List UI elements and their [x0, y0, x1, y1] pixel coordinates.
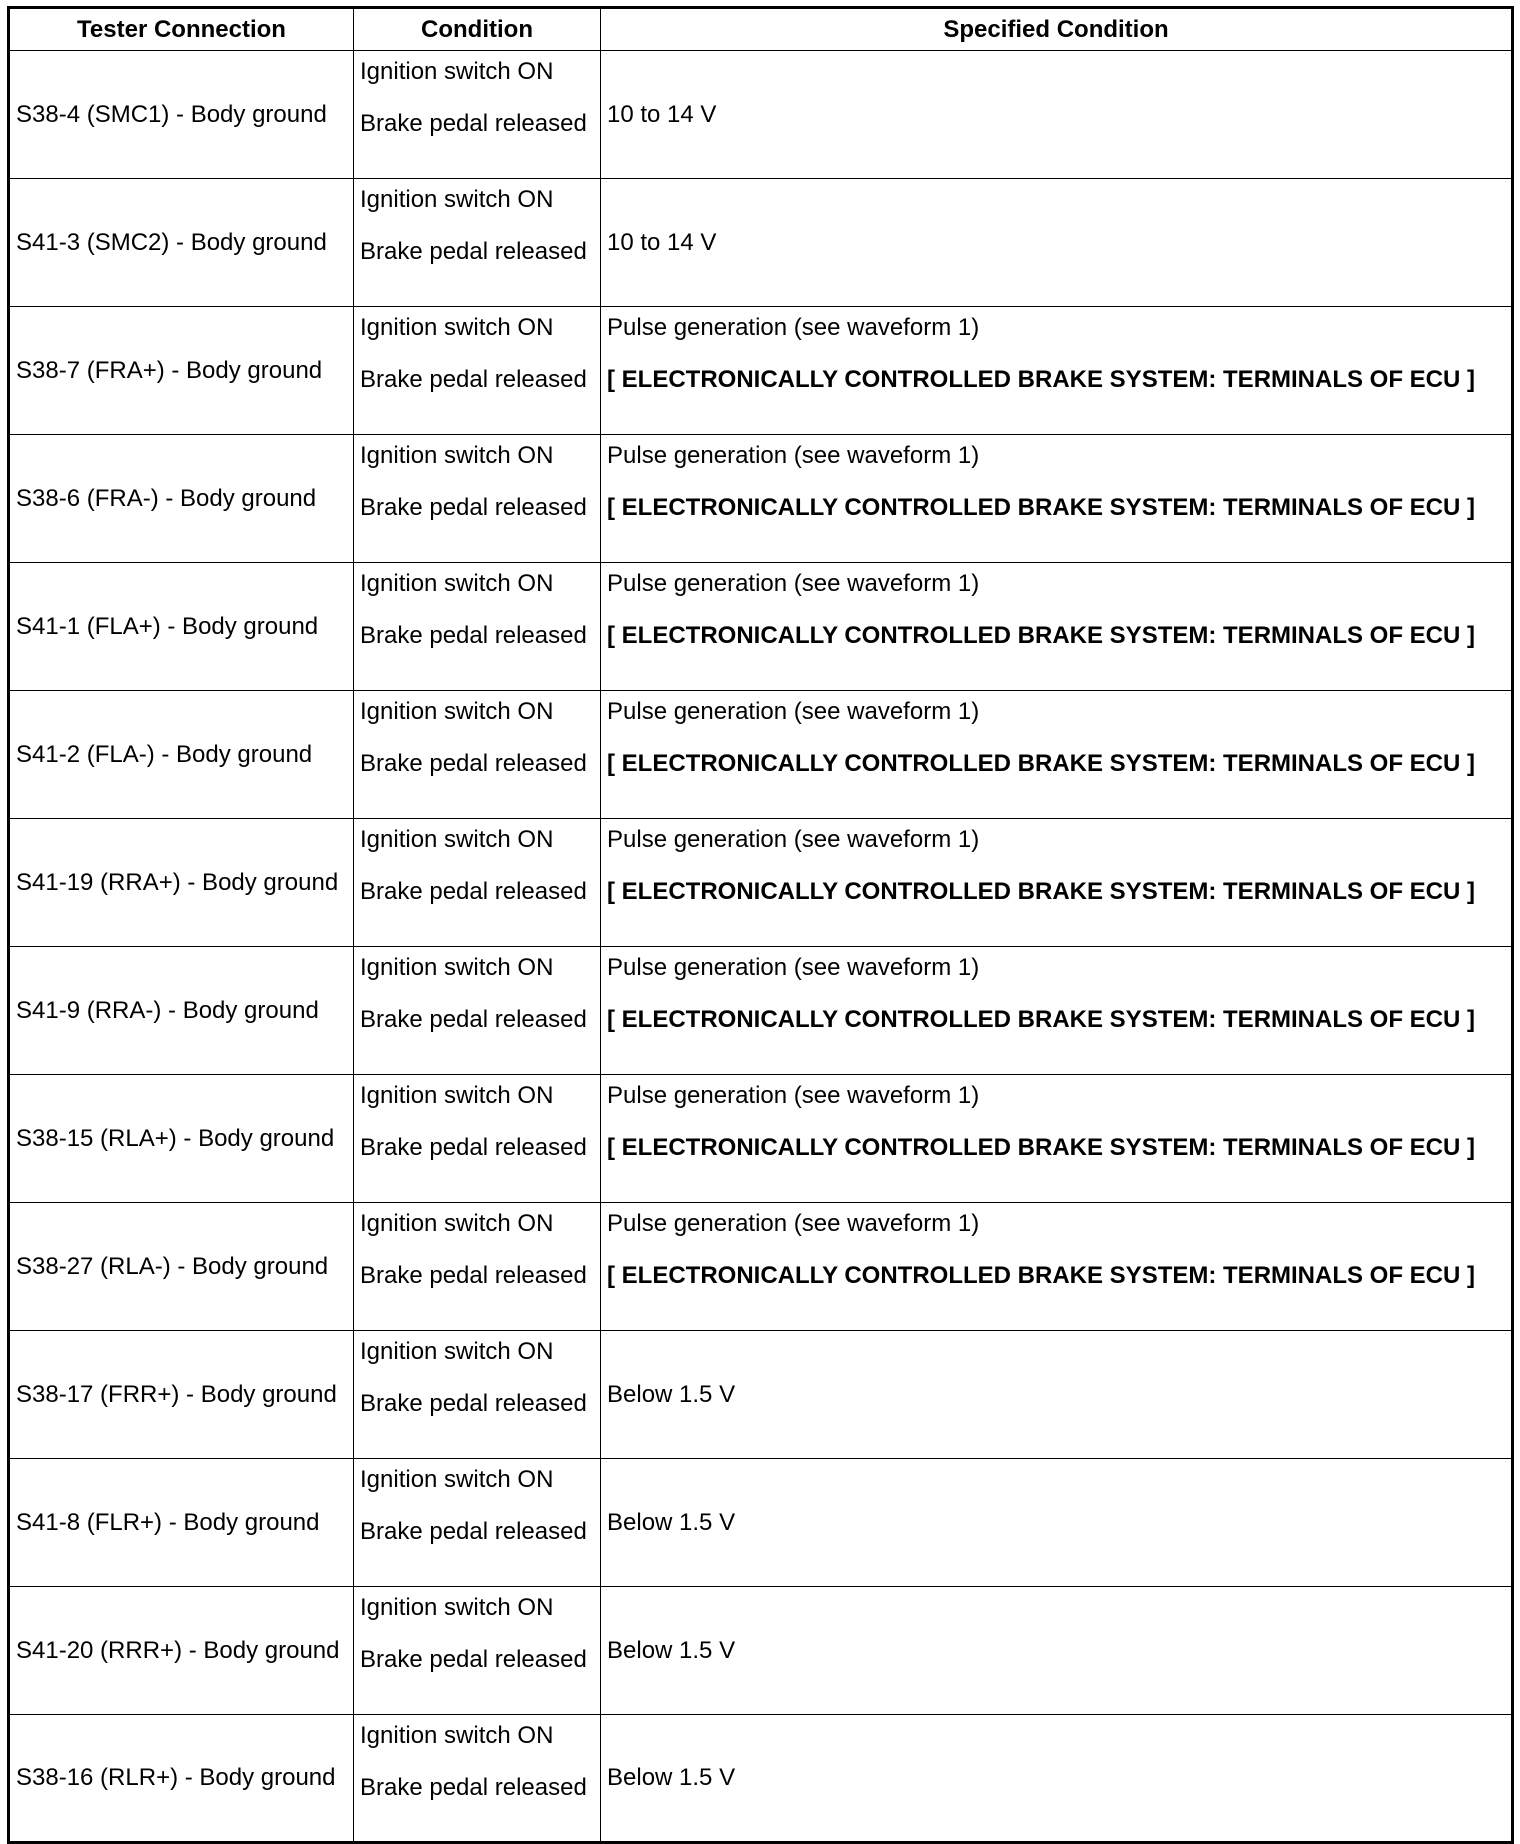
- header-row: [9, 8, 1513, 51]
- specified-condition-cell: [601, 1459, 1513, 1587]
- table-row: [9, 563, 1513, 691]
- specified-condition-cell: [601, 563, 1513, 691]
- condition-brake: Brake pedal released: [360, 110, 587, 137]
- spec-reference-link[interactable]: [ ELECTRONICALLY CONTROLLED BRAKE SYSTEM: TERMINALS OF ECU ]: [607, 622, 1476, 649]
- condition-cell: [354, 51, 601, 179]
- condition-cell: [354, 435, 601, 563]
- condition-ignition: Ignition switch ON: [360, 314, 554, 341]
- tester-connection-cell: S41-3 (SMC2) - Body ground: [9, 179, 354, 307]
- condition-ignition: Ignition switch ON: [360, 1082, 554, 1109]
- header-specified-condition: Specified Condition: [601, 8, 1513, 51]
- condition-ignition: Ignition switch ON: [360, 1722, 554, 1749]
- specified-condition-cell: [601, 435, 1513, 563]
- condition-cell: [354, 1331, 601, 1459]
- table-row: [9, 947, 1513, 1075]
- condition-cell: [354, 819, 601, 947]
- condition-cell: [354, 1203, 601, 1331]
- condition-ignition: Ignition switch ON: [360, 442, 554, 469]
- table-row: [9, 179, 1513, 307]
- condition-brake: Brake pedal released: [360, 1390, 587, 1417]
- spec-value: Pulse generation (see waveform 1): [607, 826, 980, 853]
- spec-reference-link[interactable]: [ ELECTRONICALLY CONTROLLED BRAKE SYSTEM: TERMINALS OF ECU ]: [607, 494, 1476, 521]
- specification-table: [7, 6, 1514, 1844]
- table-row: [9, 1715, 1513, 1843]
- condition-brake: Brake pedal released: [360, 1774, 587, 1801]
- condition-cell: [354, 691, 601, 819]
- spec-value: Pulse generation (see waveform 1): [607, 954, 980, 981]
- spec-value: Below 1.5 V: [607, 1764, 736, 1791]
- condition-brake: Brake pedal released: [360, 878, 587, 905]
- table-row: [9, 307, 1513, 435]
- spec-value: Pulse generation (see waveform 1): [607, 1082, 980, 1109]
- condition-brake: Brake pedal released: [360, 1646, 587, 1673]
- spec-reference-link[interactable]: [ ELECTRONICALLY CONTROLLED BRAKE SYSTEM: TERMINALS OF ECU ]: [607, 878, 1476, 905]
- condition-ignition: Ignition switch ON: [360, 58, 554, 85]
- specified-condition-cell: [601, 179, 1513, 307]
- condition-ignition: Ignition switch ON: [360, 826, 554, 853]
- tester-connection-cell: S38-27 (RLA-) - Body ground: [9, 1203, 354, 1331]
- condition-cell: [354, 1075, 601, 1203]
- condition-brake: Brake pedal released: [360, 238, 587, 265]
- specified-condition-cell: [601, 691, 1513, 819]
- specified-condition-cell: [601, 947, 1513, 1075]
- tester-connection-cell: S38-15 (RLA+) - Body ground: [9, 1075, 354, 1203]
- header-tester-connection: Tester Connection: [9, 8, 354, 51]
- spec-reference-link[interactable]: [ ELECTRONICALLY CONTROLLED BRAKE SYSTEM: TERMINALS OF ECU ]: [607, 1262, 1476, 1289]
- table-body: [9, 51, 1513, 1843]
- table-row: [9, 1075, 1513, 1203]
- tester-connection-cell: S41-1 (FLA+) - Body ground: [9, 563, 354, 691]
- condition-ignition: Ignition switch ON: [360, 570, 554, 597]
- tester-connection-cell: S38-6 (FRA-) - Body ground: [9, 435, 354, 563]
- specified-condition-cell: [601, 1075, 1513, 1203]
- table-row: [9, 1331, 1513, 1459]
- spec-reference-link[interactable]: [ ELECTRONICALLY CONTROLLED BRAKE SYSTEM: TERMINALS OF ECU ]: [607, 1134, 1476, 1161]
- condition-brake: Brake pedal released: [360, 366, 587, 393]
- table-row: [9, 51, 1513, 179]
- tester-connection-cell: S38-7 (FRA+) - Body ground: [9, 307, 354, 435]
- condition-ignition: Ignition switch ON: [360, 1338, 554, 1365]
- tester-connection-cell: S38-4 (SMC1) - Body ground: [9, 51, 354, 179]
- tester-connection-cell: S41-8 (FLR+) - Body ground: [9, 1459, 354, 1587]
- condition-brake: Brake pedal released: [360, 622, 587, 649]
- table-row: [9, 1587, 1513, 1715]
- tester-connection-cell: S41-19 (RRA+) - Body ground: [9, 819, 354, 947]
- condition-ignition: Ignition switch ON: [360, 1594, 554, 1621]
- spec-value: Pulse generation (see waveform 1): [607, 570, 980, 597]
- spec-reference-link[interactable]: [ ELECTRONICALLY CONTROLLED BRAKE SYSTEM: TERMINALS OF ECU ]: [607, 1006, 1476, 1033]
- table-row: [9, 435, 1513, 563]
- condition-brake: Brake pedal released: [360, 1006, 587, 1033]
- condition-ignition: Ignition switch ON: [360, 698, 554, 725]
- condition-cell: [354, 947, 601, 1075]
- table-row: [9, 819, 1513, 947]
- condition-brake: Brake pedal released: [360, 1134, 587, 1161]
- condition-brake: Brake pedal released: [360, 750, 587, 777]
- tester-connection-cell: S41-9 (RRA-) - Body ground: [9, 947, 354, 1075]
- specified-condition-cell: [601, 307, 1513, 435]
- tester-connection-cell: S38-17 (FRR+) - Body ground: [9, 1331, 354, 1459]
- condition-ignition: Ignition switch ON: [360, 186, 554, 213]
- condition-cell: [354, 1715, 601, 1843]
- spec-value: 10 to 14 V: [607, 228, 717, 256]
- condition-ignition: Ignition switch ON: [360, 954, 554, 981]
- spec-value: Pulse generation (see waveform 1): [607, 698, 980, 725]
- specified-condition-cell: [601, 1715, 1513, 1843]
- specified-condition-cell: [601, 1587, 1513, 1715]
- specified-condition-cell: [601, 819, 1513, 947]
- condition-ignition: Ignition switch ON: [360, 1210, 554, 1237]
- specified-condition-cell: [601, 51, 1513, 179]
- tester-connection-cell: S41-20 (RRR+) - Body ground: [9, 1587, 354, 1715]
- tester-connection-cell: S41-2 (FLA-) - Body ground: [9, 691, 354, 819]
- condition-cell: [354, 307, 601, 435]
- condition-cell: [354, 1459, 601, 1587]
- condition-brake: Brake pedal released: [360, 494, 587, 521]
- spec-value: Pulse generation (see waveform 1): [607, 1210, 980, 1237]
- specified-condition-cell: [601, 1203, 1513, 1331]
- spec-value: Pulse generation (see waveform 1): [607, 442, 980, 469]
- spec-reference-link[interactable]: [ ELECTRONICALLY CONTROLLED BRAKE SYSTEM: TERMINALS OF ECU ]: [607, 750, 1476, 777]
- tester-connection-cell: S38-16 (RLR+) - Body ground: [9, 1715, 354, 1843]
- spec-value: Pulse generation (see waveform 1): [607, 314, 980, 341]
- header-condition: Condition: [354, 8, 601, 51]
- condition-cell: [354, 563, 601, 691]
- table-row: [9, 1203, 1513, 1331]
- table-row: [9, 691, 1513, 819]
- condition-cell: [354, 179, 601, 307]
- spec-value: Below 1.5 V: [607, 1636, 736, 1664]
- spec-value: Below 1.5 V: [607, 1380, 736, 1408]
- condition-cell: [354, 1587, 601, 1715]
- spec-value: Below 1.5 V: [607, 1508, 736, 1536]
- condition-brake: Brake pedal released: [360, 1518, 587, 1545]
- table-row: [9, 1459, 1513, 1587]
- condition-ignition: Ignition switch ON: [360, 1466, 554, 1493]
- condition-brake: Brake pedal released: [360, 1262, 587, 1289]
- specified-condition-cell: [601, 1331, 1513, 1459]
- spec-reference-link[interactable]: [ ELECTRONICALLY CONTROLLED BRAKE SYSTEM: TERMINALS OF ECU ]: [607, 366, 1476, 393]
- spec-value: 10 to 14 V: [607, 100, 717, 128]
